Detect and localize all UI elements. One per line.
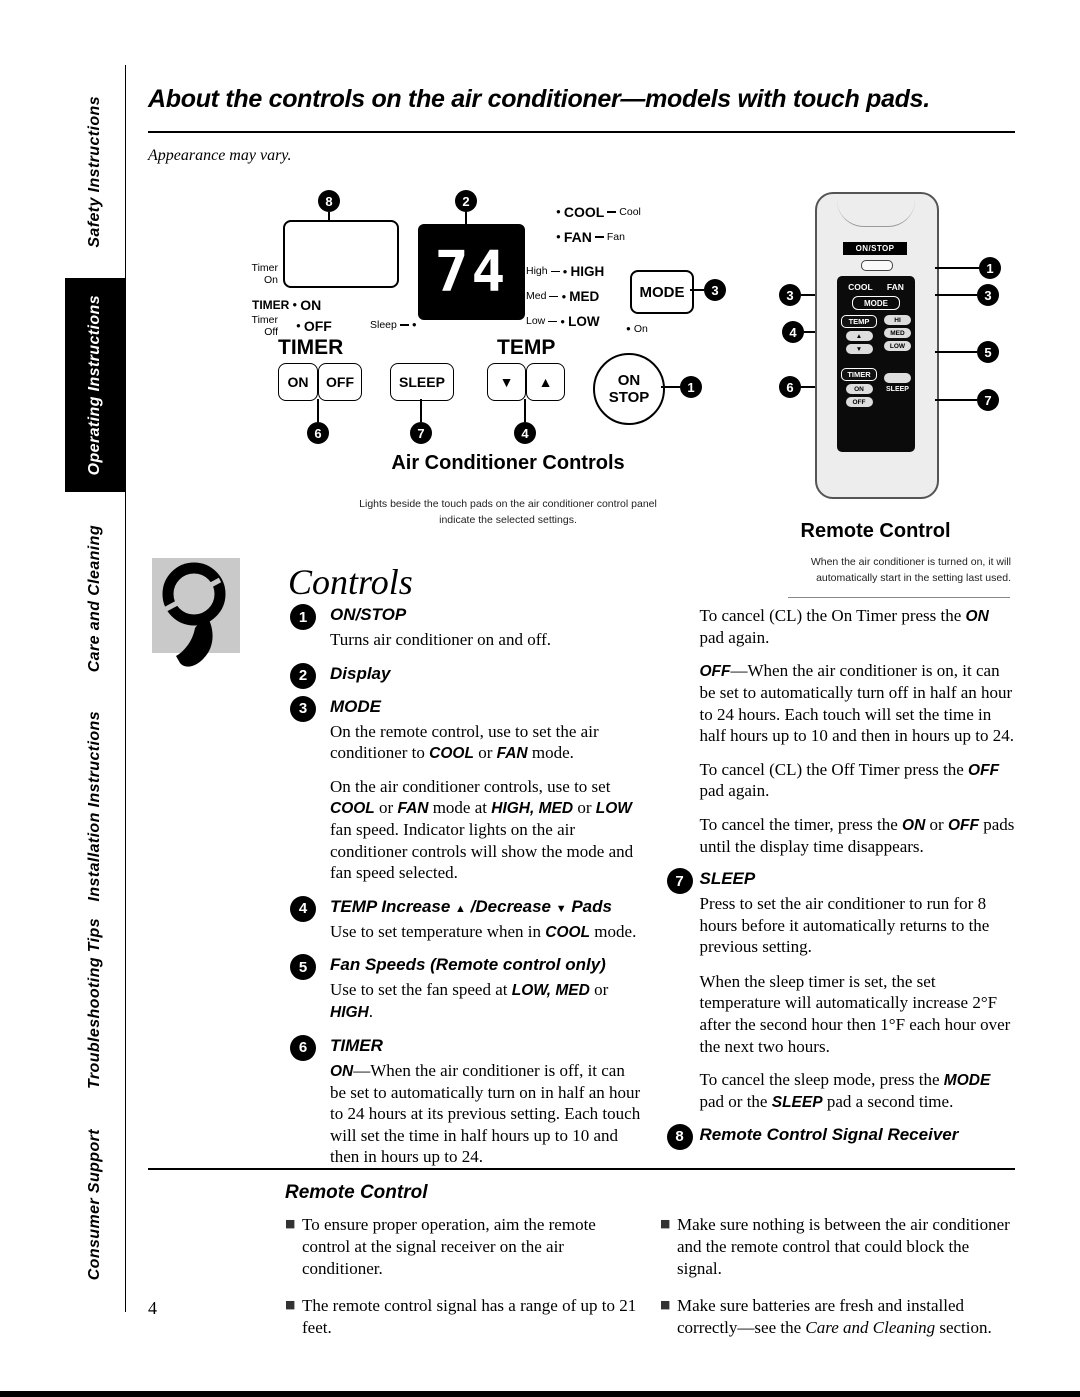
sleep-small-label: Sleep <box>370 319 397 331</box>
bullet-item <box>285 1214 647 1280</box>
controls-section-heading: Controls <box>288 562 413 602</box>
remote-mode-button: MODE <box>852 296 900 310</box>
item-title: Display <box>330 663 391 683</box>
fan-indicator <box>556 229 625 245</box>
timer-label: TIMER <box>252 298 290 312</box>
control-item-signal-receiver <box>675 1124 1016 1146</box>
callout-2: 2 <box>455 190 477 212</box>
callout-line <box>328 212 330 220</box>
item-callout-1: 1 <box>290 604 316 630</box>
controls-diagram <box>148 170 1015 602</box>
item-title: MODE <box>330 696 381 716</box>
remote-timer-on-button: ON <box>846 384 873 394</box>
controls-body-columns <box>148 605 1015 1181</box>
med-small-label: Med <box>526 290 547 303</box>
item-paragraph: On the remote control, use to set the air conditioner to COOL or FAN mode. <box>330 721 599 763</box>
item-title: TIMER <box>330 1035 383 1055</box>
item-title: Fan Speeds (Remote control only) <box>330 955 606 975</box>
callout-line <box>801 386 815 388</box>
timer-off-indicator <box>296 318 332 334</box>
off-indicator-label: OFF <box>303 318 332 334</box>
body-paragraph: To cancel the sleep mode, press the MODE pad or the SLEEP pad a second time. <box>699 1070 991 1111</box>
callout-4-remote: 4 <box>782 321 804 343</box>
callout-line <box>420 399 422 422</box>
remote-fan-label: FAN <box>886 282 904 292</box>
remote-temp-up-button: ▲ <box>846 331 873 341</box>
bullet-square: ■ <box>285 1298 296 1312</box>
high-indicator <box>526 264 604 279</box>
callout-line <box>935 267 979 269</box>
control-item-temp-pads <box>298 896 642 943</box>
remote-timer-label: TIMER <box>841 368 877 381</box>
item-paragraph: Use to set temperature when in COOL mode. <box>330 921 637 941</box>
remote-sleep-button <box>884 373 911 383</box>
timer-off-small-label <box>236 314 278 338</box>
connector-dash <box>607 211 616 213</box>
indicator-dot: ● <box>292 300 298 309</box>
page-title: About the controls on the air conditioner—models with touch pads. <box>148 85 930 113</box>
callout-line <box>935 399 977 401</box>
remote-med-button: MED <box>884 328 911 338</box>
indicator-dot: ● <box>561 291 567 301</box>
callout-line <box>935 351 977 353</box>
callout-line <box>524 399 526 422</box>
controls-left-column <box>298 605 642 1181</box>
sidebar-tab-label: Installation Instructions <box>86 711 103 902</box>
off-word: Off <box>264 326 278 339</box>
high-label: HIGH <box>570 264 605 279</box>
timer-word: Timer <box>251 314 278 326</box>
sleep-indicator <box>370 319 417 331</box>
connector-dash <box>595 236 604 238</box>
callout-8: 8 <box>318 190 340 212</box>
item-callout-3: 3 <box>290 696 316 722</box>
section-divider-rule <box>148 1168 1015 1170</box>
remote-onstop-button <box>861 260 893 271</box>
indicator-dot: ● <box>626 324 631 334</box>
sidebar-tab-label: Troubleshooting Tips <box>86 917 103 1089</box>
fan-label: FAN <box>563 229 592 245</box>
remote-control-note: When the air conditioner is turned on, it will automatically start in the setting last used. <box>810 556 1011 585</box>
panel-mode-button: MODE <box>630 270 694 314</box>
remote-temp-down-button: ▼ <box>846 344 873 354</box>
sidebar-tab-label: Consumer Support <box>86 1129 103 1281</box>
remote-note-rule <box>788 597 1010 598</box>
sidebar-tab-label: Operating Instructions <box>86 294 103 476</box>
connector-dash <box>551 271 560 273</box>
control-item-mode <box>298 696 642 884</box>
on-indicator-small <box>626 323 648 335</box>
bullet-text: The remote control signal has a range of up to 21 feet. <box>302 1296 637 1338</box>
bullet-text: Make sure nothing is between the air conditioner and the remote control that could block the signal. <box>677 1215 1010 1279</box>
sidebar-tab-label: Safety Instructions <box>86 95 103 248</box>
panel-sleep-button: SLEEP <box>390 363 454 401</box>
callout-line <box>804 331 815 333</box>
callout-line <box>935 294 977 296</box>
item-paragraph: On the air conditioner controls, use to set COOL or FAN mode at HIGH, MED or LOW fan speed. Indicator lights on the air conditioner controls will show the mode and fan speed selected. <box>330 776 634 883</box>
panel-subcaption: Lights beside the touch pads on the air conditioner control panel indicate the selected settings. <box>359 498 657 527</box>
remote-control-bullets <box>148 1214 1015 1354</box>
cool-label: COOL <box>563 204 605 220</box>
controls-right-column <box>675 605 1016 1158</box>
med-label: MED <box>569 289 600 304</box>
callout-1: 1 <box>680 376 702 398</box>
indicator-dot: ● <box>556 207 561 216</box>
item-callout-8: 8 <box>667 1124 693 1150</box>
bottom-black-strip <box>0 1391 1080 1397</box>
temperature-display: 74 <box>418 224 525 320</box>
remote-hi-button: HI <box>884 315 911 325</box>
body-paragraph: To cancel (CL) the Off Timer press the OFF pad again. <box>699 759 1000 801</box>
item-title: SLEEP <box>699 869 756 889</box>
cool-small-label: Cool <box>619 205 641 218</box>
item-title: TEMP Increase ▲ /Decrease ▼ Pads <box>330 896 612 916</box>
main-content <box>148 85 1015 1345</box>
connector-dash <box>549 296 558 298</box>
temp-section-label: TEMP <box>497 336 556 359</box>
panel-on-button: ON <box>278 363 318 401</box>
callout-1-remote: 1 <box>979 257 1001 279</box>
body-paragraph: To cancel the timer, press the ON or OFF pads until the display time disappears. <box>699 814 1015 856</box>
title-underline <box>148 131 1015 133</box>
indicator-dot: ● <box>562 266 568 276</box>
item-title: ON/STOP <box>330 605 407 624</box>
bullet-square: ■ <box>660 1217 671 1230</box>
sidebar-tab-consumer-support <box>65 1098 125 1312</box>
remote-low-button: LOW <box>884 341 911 351</box>
on-small-label: On <box>633 323 648 335</box>
sidebar-tab-troubleshooting-tips <box>65 908 125 1098</box>
on-word: On <box>263 274 278 287</box>
body-paragraph: To cancel (CL) the On Timer press the ON pad again. <box>699 606 989 647</box>
low-small-label: Low <box>526 315 546 328</box>
cool-indicator <box>556 204 641 220</box>
control-item-timer <box>298 1035 642 1168</box>
panel-caption: Air Conditioner Controls <box>391 452 625 474</box>
page-number: 4 <box>148 1298 157 1318</box>
bullets-left-column <box>285 1214 647 1354</box>
item-paragraph: Use to set the fan speed at LOW, MED or HIGH. <box>330 980 609 1022</box>
callout-line <box>317 399 319 422</box>
high-small-label: High <box>526 265 548 278</box>
body-paragraph: When the sleep timer is set, the set temperature will automatically increase 2°F after the second hour then 1°F each hour over the next two hours. <box>699 971 1011 1056</box>
indicator-dot: ● <box>556 232 561 241</box>
on-stop-on-label: ON <box>617 371 641 389</box>
callout-line <box>661 386 680 388</box>
sidebar-tab-installation-instructions <box>65 705 125 908</box>
item-paragraph: ON—When the air conditioner is off, it can be set to automatically turn on in half an hour to 24 hours at its previous setting. Each touch will set the time in half hours up to 10 and then in hours up to 24. <box>330 1060 641 1167</box>
indicator-dot: ● <box>560 316 566 326</box>
connector-dash <box>400 324 409 326</box>
callout-3: 3 <box>704 279 726 301</box>
control-item-fan-speeds <box>298 955 642 1022</box>
item-callout-4: 4 <box>290 896 316 922</box>
on-indicator-label: ON <box>300 297 322 313</box>
panel-temp-down-button: ▼ <box>487 363 526 401</box>
remote-top-detail <box>837 200 915 227</box>
bullet-item <box>285 1295 647 1339</box>
timer-on-indicator <box>252 297 321 313</box>
timer-section-label: TIMER <box>278 336 344 359</box>
remote-control-heading: Remote Control <box>800 520 951 542</box>
callout-6: 6 <box>307 422 329 444</box>
item-callout-5: 5 <box>290 954 316 980</box>
item-paragraph: Turns air conditioner on and off. <box>330 630 551 649</box>
remote-temp-label: TEMP <box>841 315 877 328</box>
callout-4: 4 <box>514 422 536 444</box>
callout-line <box>690 289 704 291</box>
callout-6-remote: 6 <box>779 376 801 398</box>
appearance-note: Appearance may vary. <box>148 147 292 164</box>
callout-7: 7 <box>410 422 432 444</box>
bullet-square: ■ <box>660 1298 671 1312</box>
bullet-item <box>660 1295 1015 1339</box>
timer-display-box <box>283 220 399 288</box>
control-item-sleep <box>675 869 1016 958</box>
item-callout-2: 2 <box>290 663 316 689</box>
connector-dash <box>548 321 557 323</box>
bullets-right-column <box>660 1214 1015 1354</box>
callout-line <box>801 294 815 296</box>
callout-3-remote-left: 3 <box>779 284 801 306</box>
item-callout-7: 7 <box>667 868 693 894</box>
panel-on-stop-button <box>593 353 665 425</box>
bullet-item <box>660 1214 1015 1280</box>
panel-off-button: OFF <box>318 363 362 401</box>
callout-5-remote: 5 <box>977 341 999 363</box>
bullet-text: Make sure batteries are fresh and installed correctly—see the Care and Cleaning section. <box>677 1296 992 1338</box>
timer-word: Timer <box>251 262 278 274</box>
bullet-text: To ensure proper operation, aim the remote control at the signal receiver on the air conditioner. <box>302 1215 596 1279</box>
remote-button-panel <box>837 276 915 452</box>
callout-line <box>465 212 467 224</box>
remote-control-section-heading: Remote Control <box>285 1182 428 1203</box>
low-indicator <box>526 314 600 329</box>
remote-control-illustration <box>815 192 939 499</box>
on-stop-stop-label: STOP <box>608 389 650 406</box>
remote-timer-off-button: OFF <box>846 397 873 407</box>
panel-temp-up-button: ▲ <box>526 363 565 401</box>
fan-small-label: Fan <box>606 230 625 243</box>
control-item-display <box>298 663 642 685</box>
sidebar-tab-label: Care and Cleaning <box>86 524 103 673</box>
callout-3-remote-right: 3 <box>977 284 999 306</box>
remote-cool-label: COOL <box>848 282 873 292</box>
timer-on-small-label <box>236 262 278 286</box>
sidebar-tab-care-and-cleaning <box>65 492 125 705</box>
remote-onstop-label: ON/STOP <box>843 242 907 255</box>
item-callout-6: 6 <box>290 1035 316 1061</box>
low-label: LOW <box>568 314 600 329</box>
item-title: Remote Control Signal Receiver <box>699 1124 959 1144</box>
control-item-on-stop <box>298 605 642 651</box>
item-paragraph: Press to set the air conditioner to run for 8 hours before it automatically returns to the previous setting. <box>699 894 990 957</box>
sidebar-tab-operating-instructions <box>65 278 125 492</box>
indicator-dot: ● <box>411 320 417 330</box>
section-tabs-sidebar <box>65 65 126 1312</box>
sidebar-tab-safety-instructions <box>65 65 125 278</box>
callout-7-remote: 7 <box>977 389 999 411</box>
med-indicator <box>526 289 599 304</box>
indicator-dot: ● <box>296 321 301 330</box>
bullet-square: ■ <box>285 1217 296 1230</box>
remote-sleep-label: SLEEP <box>886 386 909 393</box>
body-paragraph: OFF—When the air conditioner is on, it can be set to automatically turn off in half an hour to 24 hours. Each touch will set the time in half hours up to 10 and then in hours up to 24. <box>699 661 1014 746</box>
